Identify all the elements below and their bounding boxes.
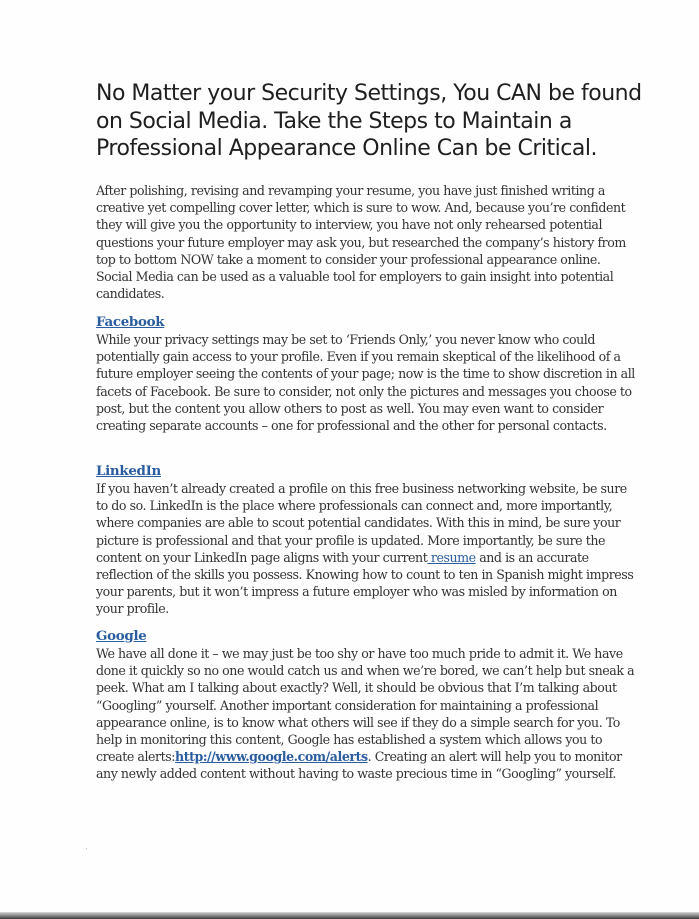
google-alerts-link[interactable]: http://www.google.com/alerts: [175, 749, 368, 765]
facebook-heading[interactable]: Facebook: [96, 314, 165, 330]
google-text-before: We have all done it – we may just be too shy or have too much pride to admit it. We have done it quickly so no one would catch us and when we’re bored, we can’t help but sneak a peek. What am I talking about exactly? Well, it should be obvious that I’m talking about “Googling” yourself. Another important consideration for maintaining a professional appearance online, is to know what others will see if they do a simple search for you. To help in monitoring this content, Google has established a system which allows you to create alerts:: [96, 646, 635, 765]
google-paragraph: [96, 645, 636, 783]
google-heading[interactable]: Google: [96, 628, 147, 644]
linkedin-heading[interactable]: LinkedIn: [96, 463, 161, 479]
linkedin-text-after: and is an accurate reflection of the skills you possess. Knowing how to count to ten in Spanish might impress your parents, but it won’t impress a future employer who was misled by information on your profile.: [96, 549, 634, 617]
linkedin-text-before: If you haven’t already created a profile on this free business networking website, be sure to do so. LinkedIn is the place where professionals can connect and, more importantly, where companies are able to scout potential candidates. With this in mind, be sure your picture is professional and that your profile is updated. More importantly, be sure the content on your LinkedIn page aligns with your current: [96, 481, 627, 565]
intro-paragraph: After polishing, revising and revamping your resume, you have just finished writing a creative yet compelling cover letter, which is sure to wow. And, because you’re confident they will give you the opportunity to interview, you have not only rehearsed potential questions your future employer may ask you, but researched the company’s history from top to bottom NOW take a moment to consider your professional appearance online. Social Media can be used as a valuable tool for employers to gain insight into potential candidates.: [96, 183, 626, 302]
facebook-paragraph: While your privacy settings may be set to ‘Friends Only,’ you never know who could potentially gain access to your profile. Even if you remain skeptical of the likelihood of a future employer seeing the contents of your page; now is the time to show discretion in all facets of Facebook. Be sure to consider, not only the pictures and messages you choose to post, but the content you allow others to post as well. You may even want to consider creating separate accounts – one for professional and the other for personal contacts.: [96, 332, 635, 434]
scan-bottom-edge: [0, 912, 699, 919]
page-title: No Matter your Security Settings, You CAN be found on Social Media. Take the Steps to Maintain a Professional Appearance Online Can be Critical.: [96, 81, 642, 161]
linkedin-paragraph: [96, 480, 636, 618]
resume-link[interactable]: resume: [427, 549, 476, 565]
scan-speck: [86, 848, 87, 849]
google-text-after: . Creating an alert will help you to monitor any newly added content without having to waste precious time in “Googling” yourself.: [96, 749, 622, 782]
